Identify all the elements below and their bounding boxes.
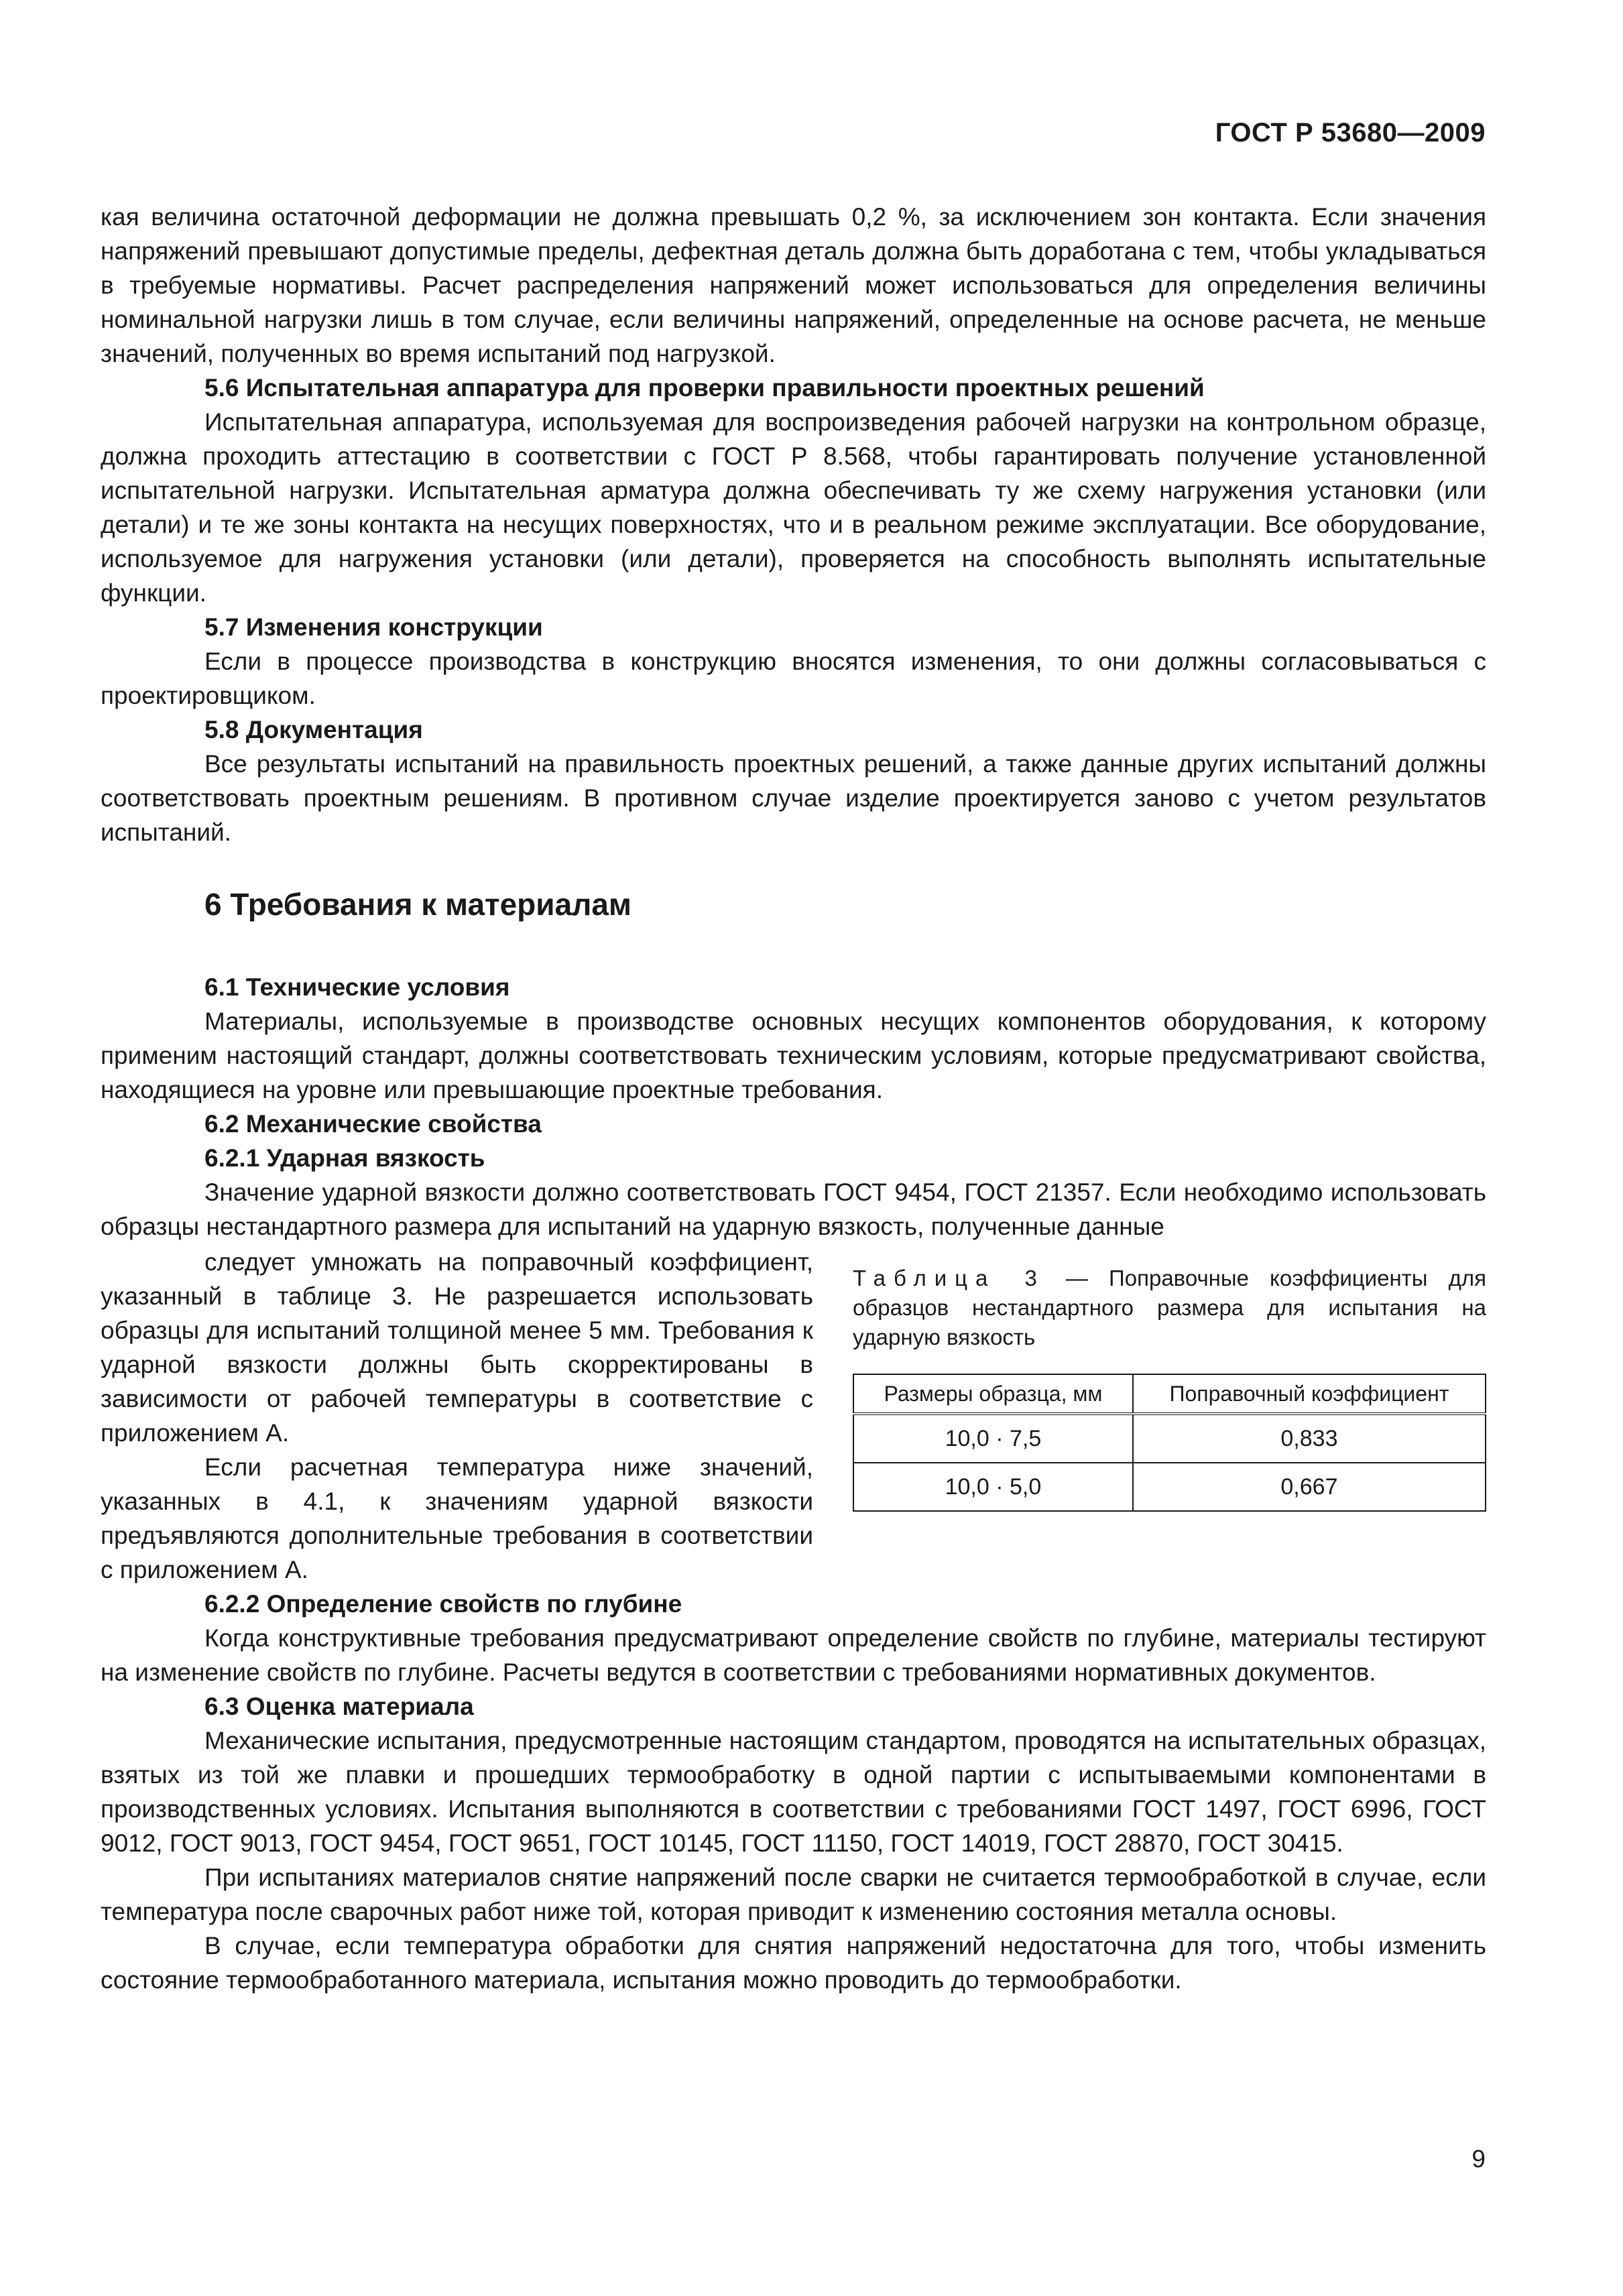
paragraph-6-2-1-intro: Значение ударной вязкости должно соответствовать ГОСТ 9454, ГОСТ 21357. Если необходимо использовать образцы нестандартного размера для испытаний на ударную вязкость, полученные данные	[101, 1179, 1486, 1240]
heading-6-2: 6.2 Механические свойства	[204, 1110, 542, 1138]
heading-5-8: 5.8 Документация	[204, 716, 423, 743]
paragraph-5-6: Испытательная аппаратура, используемая для воспроизведения рабочей нагрузки на контрольном образце, должна проходить аттестацию в соответствии с ГОСТ Р 8.568, чтобы гарантировать получение установленной испытательной нагрузки. Испытательная арматура должна обеспечивать ту же схему нагружения установки (или детали) и те же зоны контакта на несущих поверхностях, что и в реальном режиме эксплуатации. Все оборудование, используемое для нагружения установки (или детали), проверяется на способность выполнять испытательные функции.	[101, 408, 1486, 607]
table-row	[853, 1463, 1486, 1511]
table-header-row	[853, 1374, 1486, 1414]
table-3-label: Таблица 3	[853, 1266, 1045, 1290]
table-3-caption-text: — Поправочные коэффициенты для образцов нестандартного размера для испытания на ударную вязкость	[853, 1266, 1486, 1349]
column-header-size: Размеры образца, мм	[853, 1374, 1133, 1414]
paragraph-6-3-tests: Механические испытания, предусмотренные настоящим стандартом, проводятся на испытательных образцах, взятых из той же плавки и прошедших термообработку в одной партии с испытываемыми компонентами в производственных условиях. Испытания выполняются в соответствии с требованиями ГОСТ 1497, ГОСТ 6996, ГОСТ 9012, ГОСТ 9013, ГОСТ 9454, ГОСТ 9651, ГОСТ 10145, ГОСТ 11150, ГОСТ 14019, ГОСТ 28870, ГОСТ 30415.	[101, 1727, 1486, 1857]
heading-5-6: 5.6 Испытательная аппаратура для проверки правильности проектных решений	[204, 374, 1205, 402]
table-cell-coefficient: 0,833	[1133, 1414, 1486, 1463]
heading-5-7: 5.7 Изменения конструкции	[204, 613, 543, 641]
section-6-title: 6 Требования к материалам	[204, 887, 632, 922]
table-cell-size: 10,0 · 7,5	[853, 1414, 1133, 1463]
document-code-header: ГОСТ Р 53680—2009	[1215, 118, 1486, 147]
paragraph-6-2-1-coefficient: следует умножать на поправочный коэффициент, указанный в таблице 3. Не разрешается использовать образцы для испытаний толщиной менее 5 мм. Требования к ударной вязкости должны быть скорректированы в зависимости от рабочей температуры в соответствие с приложением А.	[101, 1248, 813, 1447]
table-cell-coefficient: 0,667	[1133, 1463, 1486, 1511]
page-number: 9	[1471, 2145, 1486, 2173]
table-row	[853, 1414, 1486, 1463]
page-content	[101, 200, 1486, 1997]
paragraph-5-7: Если в процессе производства в конструкцию вносятся изменения, то они должны согласовываться с проектировщиком.	[101, 648, 1486, 709]
heading-6-1: 6.1 Технические условия	[204, 973, 510, 1001]
table-3	[853, 1374, 1486, 1512]
impact-text-column	[101, 1245, 813, 1587]
paragraph-5-8: Все результаты испытаний на правильность проектных решений, а также данные других испытаний должны соответствовать проектным решениям. В противном случае изделие проектируется заново с учетом результатов испытаний.	[101, 750, 1486, 846]
table-3-block	[853, 1264, 1486, 1512]
paragraph-6-2-1-temperature: Если расчетная температура ниже значений, указанных в 4.1, к значениям ударной вязкости предъявляются дополнительные требования в соответствии с приложением А.	[101, 1453, 813, 1583]
paragraph-6-3-welding: При испытаниях материалов снятие напряжений после сварки не считается термообработкой в случае, если температура после сварочных работ ниже той, которая приводит к изменению состояния металла основы.	[101, 1864, 1486, 1925]
column-header-coefficient: Поправочный коэффициент	[1133, 1374, 1486, 1414]
paragraph-6-1: Материалы, используемые в производстве основных несущих компонентов оборудования, к которому применим настоящий стандарт, должны соответствовать техническим условиям, которые предусматривают свойства, находящиеся на уровне или превышающие проектные требования.	[101, 1008, 1486, 1103]
heading-6-3: 6.3 Оценка материала	[204, 1693, 474, 1720]
paragraph-6-2-2: Когда конструктивные требования предусматривают определение свойств по глубине, материалы тестируют на изменение свойств по глубине. Расчеты ведутся в соответствии с требованиями нормативных документов.	[101, 1624, 1486, 1686]
heading-6-2-2: 6.2.2 Определение свойств по глубине	[204, 1590, 682, 1618]
paragraph-5-5-continuation: кая величина остаточной деформации не должна превышать 0,2 %, за исключением зон контакта. Если значения напряжений превышают допустимые пределы, дефектная деталь должна быть доработана с тем, чтобы укладываться в требуемые нормативы. Расчет распределения напряжений может использоваться для определения величины номинальной нагрузки лишь в том случае, если величины напряжений, определенные на основе расчета, не меньше значений, полученных во время испытаний под нагрузкой.	[101, 203, 1486, 367]
table-3-caption	[853, 1264, 1486, 1352]
impact-text-and-table	[101, 1245, 1486, 1587]
paragraph-6-3-stress-relief: В случае, если температура обработки для снятия напряжений недостаточна для того, чтобы изменить состояние термообработанного материала, испытания можно проводить до термообработки.	[101, 1932, 1486, 1994]
table-cell-size: 10,0 · 5,0	[853, 1463, 1133, 1511]
heading-6-2-1: 6.2.1 Ударная вязкость	[204, 1144, 485, 1172]
